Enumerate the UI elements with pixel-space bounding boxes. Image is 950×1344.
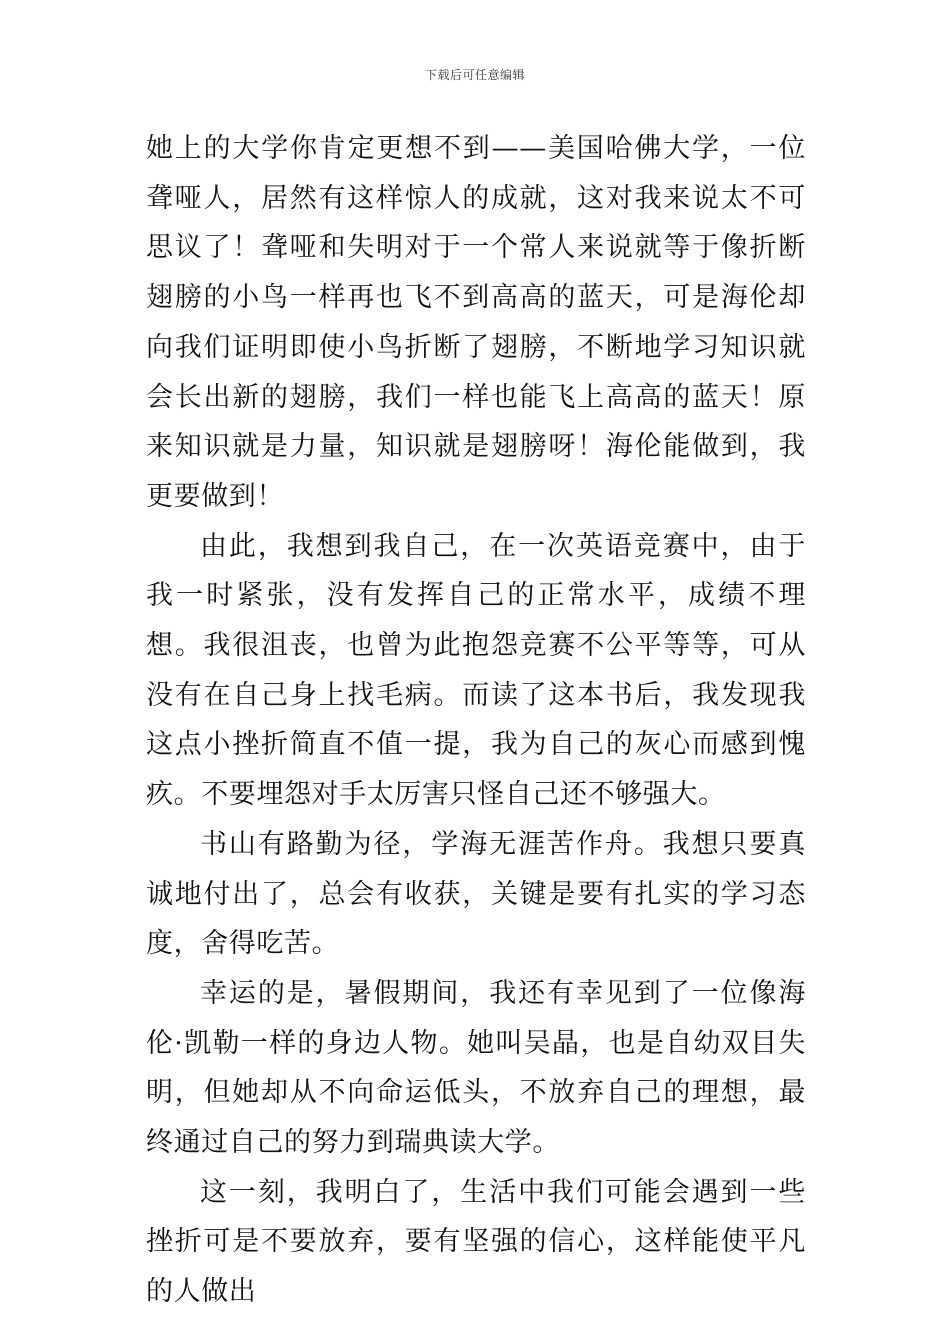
paragraph-1: 她上的大学你肯定更想不到——美国哈佛大学，一位聋哑人，居然有这样惊人的成就，这对我来说太不可思议了！聋哑和失明对于一个常人来说就等于像折断翅膀的小鸟一样再也飞不到高高的蓝天，可是海伦却向我们证明即使小鸟折断了翅膀，不断地学习知识就会长出新的翅膀，我们一样也能飞上高高的蓝天！原来知识就是力量，知识就是翅膀呀！海伦能做到，我更要做到！	[146, 133, 806, 512]
paragraph-2: 由此，我想到我自己，在一次英语竞赛中，由于我一时紧张，没有发挥自己的正常水平，成绩不理想。我很沮丧，也曾为此抱怨竞赛不公平等等，可从没有在自己身上找毛病。而读了这本书后，我发现我这点小挫折简直不值一提，我为自己的灰心而感到愧疚。不要埋怨对手太厉害只怪自己还不够强大。	[146, 530, 806, 811]
document-body	[146, 124, 806, 1317]
page-header-note: 下载后可任意编辑	[424, 68, 525, 82]
paragraph-5: 这一刻，我明白了，生活中我们可能会遇到一些挫折可是不要放弃，要有坚强的信心，这样能使平凡的人做出	[146, 1176, 806, 1308]
paragraph-3: 书山有路勤为径，学海无涯苦作舟。我想只要真诚地付出了，总会有收获，关键是要有扎实的学习态度，舍得吃苦。	[146, 828, 806, 960]
paragraph-4: 幸运的是，暑假期间，我还有幸见到了一位像海伦·凯勒一样的身边人物。她叫吴晶，也是自幼双目失明，但她却从不向命运低头，不放弃自己的理想，最终通过自己的努力到瑞典读大学。	[146, 977, 806, 1159]
